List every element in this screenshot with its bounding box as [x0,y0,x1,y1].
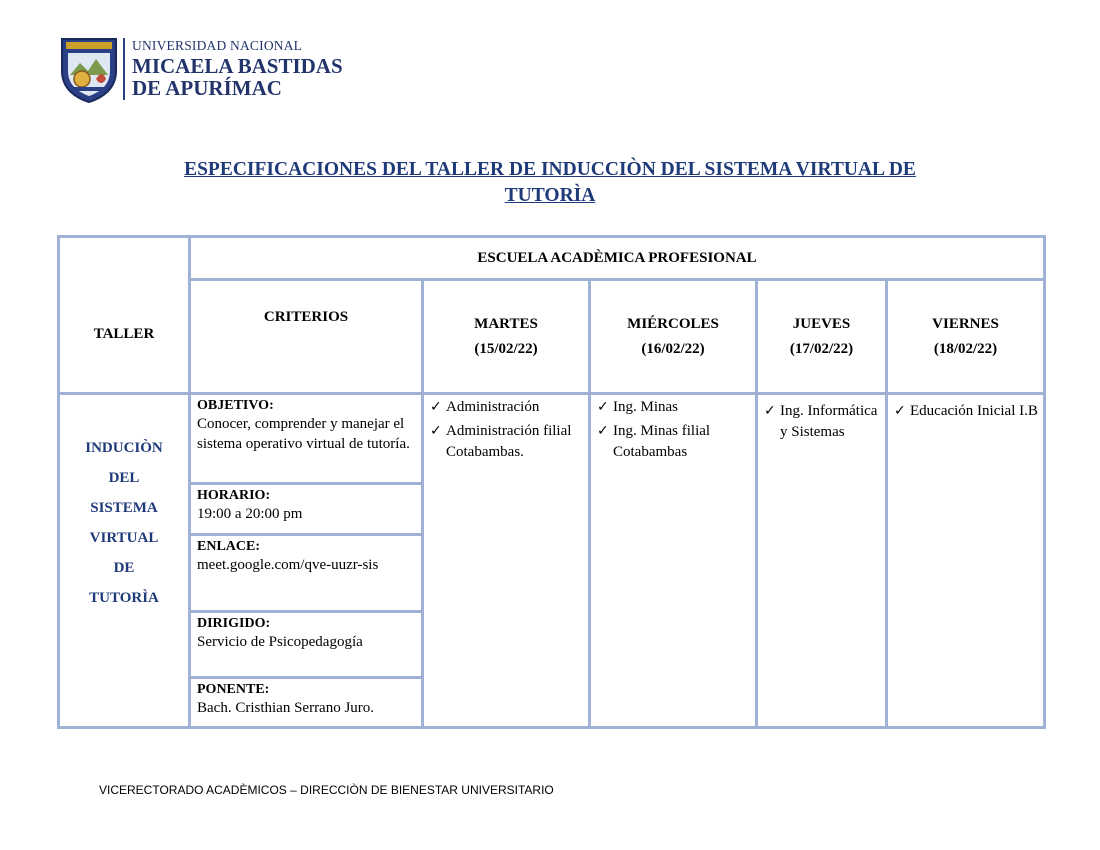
list-item [764,401,881,443]
item-text: Ing. Minas filial Cotabambas [613,423,711,460]
day-name: MIÉRCOLES [627,315,719,332]
institution-line-2: MICAELA BASTIDAS [132,53,343,78]
item-text: Ing. Minas [613,399,678,415]
criterio-value: 19:00 a 20:00 pm [197,506,303,522]
criterio-value: Conocer, comprender y manejar el sistema operativo virtual de tutoría. [197,416,410,452]
list-item [430,421,584,463]
check-icon: ✓ [597,423,609,439]
item-text: Administración filial Cotabambas. [446,423,572,460]
jueves-cell [757,394,887,728]
list-item [430,397,584,418]
day-name: VIERNES [932,315,999,332]
martes-cell [423,394,590,728]
institution-line-1: UNIVERSIDAD NACIONAL [132,38,303,54]
taller-name-line: TUTORÌA [89,590,159,606]
institution-name [132,39,343,99]
day-name: MARTES [474,315,538,332]
schedule-table [57,235,1046,729]
check-icon: ✓ [597,399,609,415]
criterio-enlace [191,536,421,613]
day-date: (18/02/22) [933,340,998,357]
viernes-cell [887,394,1045,728]
check-icon: ✓ [430,423,442,439]
criterios-cell [190,394,423,728]
header-day-martes [423,280,590,394]
taller-name-line: INDUCIÒN [85,440,163,456]
list-item [597,397,751,418]
criterio-value: Bach. Cristhian Serrano Juro. [197,700,375,716]
table-header-row-2 [59,280,1045,394]
university-logo [60,35,343,103]
title-line-1: ESPECIFICACIONES DEL TALLER DE INDUCCIÒN DEL SISTEMA VIRTUAL DE [184,159,916,180]
item-text: Educación Inicial I.B [910,403,1038,419]
item-text: Administración [446,399,540,415]
header-escuela: ESCUELA ACADÈMICA PROFESIONAL [190,237,1045,280]
table-header-row-1 [59,237,1045,280]
criterio-dirigido [191,613,421,679]
criterio-objetivo [191,395,421,485]
criterios-label: CRITERIOS [263,309,349,325]
taller-name-line: DE [113,560,135,576]
criterio-ponente [191,679,421,722]
criterio-label: PONENTE: [197,682,270,697]
item-text: Ing. Informática y Sistemas [780,403,878,440]
criterio-horario [191,485,421,536]
criterio-label: ENLACE: [197,539,261,554]
day-date: (16/02/22) [641,340,705,357]
university-crest-icon [60,35,118,103]
list-item [894,401,1039,422]
day-date: (15/02/22) [474,340,538,357]
header-day-miercoles [590,280,757,394]
taller-name-line: DEL [108,470,140,486]
criterio-value: Servicio de Psicopedagogía [197,634,363,650]
criterio-value: meet.google.com/qve-uuzr-sis [197,557,379,573]
title-line-2: TUTORÌA [504,185,596,206]
taller-name-line: VIRTUAL [89,530,159,546]
header-taller: TALLER [59,237,190,394]
header-criterios [190,280,423,394]
check-icon: ✓ [764,403,776,419]
header-day-viernes [887,280,1045,394]
criterio-label: OBJETIVO: [197,398,274,413]
check-icon: ✓ [430,399,442,415]
taller-name-cell [59,394,190,728]
table-body-row [59,394,1045,728]
institution-line-3: DE APURÍMAC [132,75,282,100]
day-name: JUEVES [792,315,851,332]
criterio-label: HORARIO: [197,488,271,503]
miercoles-cell [590,394,757,728]
check-icon: ✓ [894,403,906,419]
page-footer: VICERECTORADO ACADÈMICOS – DIRECCIÒN DE BIENESTAR UNIVERSITARIO [99,783,554,797]
day-date: (17/02/22) [789,340,854,357]
list-item [597,421,751,463]
taller-name-line: SISTEMA [90,500,158,516]
criterio-label: DIRIGIDO: [197,616,271,631]
document-title [100,157,1000,209]
logo-divider [123,38,125,100]
header-day-jueves [757,280,887,394]
